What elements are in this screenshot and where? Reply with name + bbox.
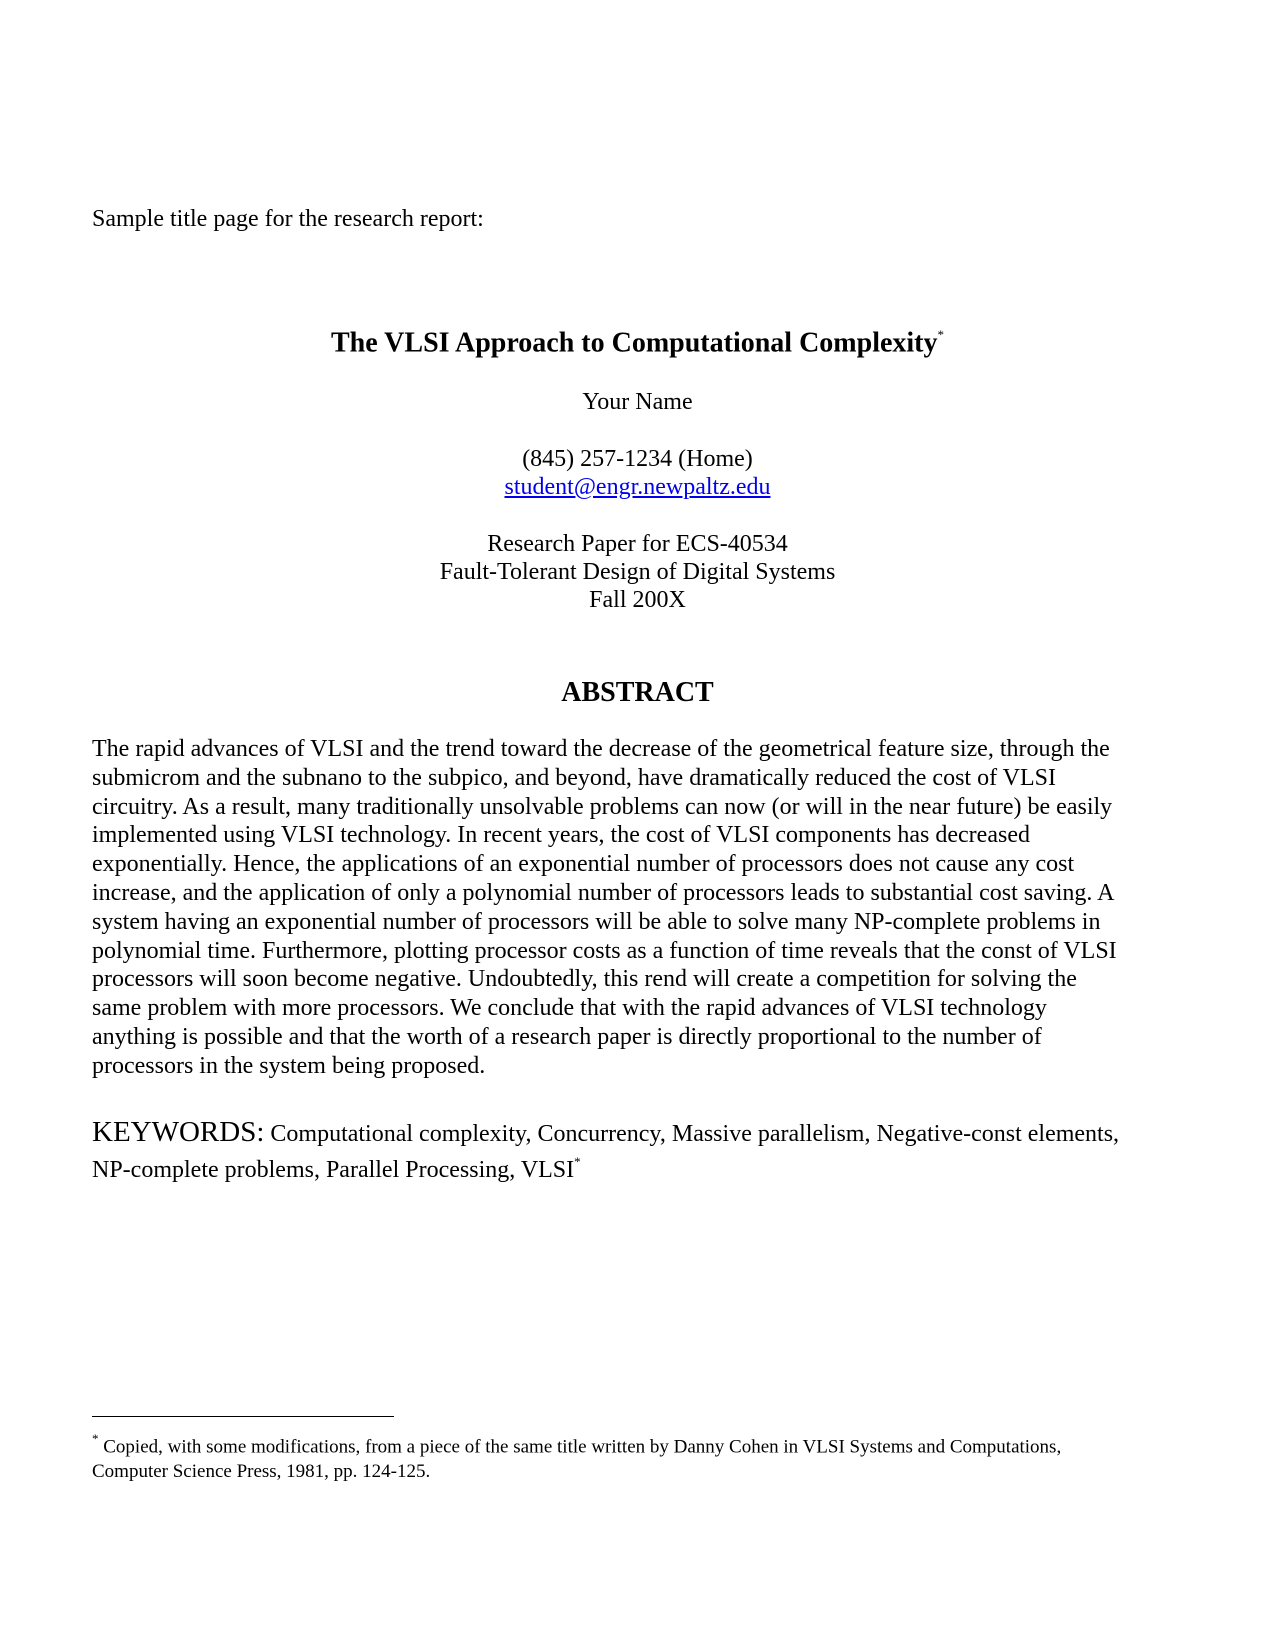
abstract-line: processors in the system being proposed. [92, 1052, 486, 1079]
abstract-line: implemented using VLSI technology. In recent years, the cost of VLSI components has decreased [92, 822, 1030, 849]
abstract-line: anything is possible and that the worth of a research paper is directly proportional to the number of [92, 1023, 1042, 1050]
paper-title-text: The VLSI Approach to Computational Complexity [331, 327, 938, 359]
keywords-text-1: Computational complexity, Concurrency, Massive parallelism, Negative-const elements, [270, 1121, 1120, 1147]
keywords-block [92, 1117, 1212, 1185]
abstract-line: circuitry. As a result, many traditionally unsolvable problems can now (or will in the near future) be easily [92, 793, 1113, 820]
abstract-line: same problem with more processors. We conclude that with the rapid advances of VLSI technology [92, 995, 1047, 1022]
footnote-line-2: Computer Science Press, 1981, pp. 124-125. [92, 1461, 431, 1483]
abstract-line: increase, and the application of only a polynomial number of processors leads to substantial cost saving. A [92, 879, 1115, 906]
keywords-label: KEYWORDS: [92, 1116, 265, 1148]
keywords-line-2 [92, 1149, 1212, 1185]
course-line-3: Fall 200X [589, 587, 686, 613]
abstract-line: polynomial time. Furthermore, plotting processor costs as a function of time reveals that the const of VLSI [92, 937, 1117, 964]
phone-number: (845) 257-1234 (Home) [522, 446, 753, 472]
abstract-line: processors will soon become negative. Undoubtedly, this rend will create a competition for solving the [92, 966, 1077, 993]
footnote-line-1 [92, 1428, 1222, 1459]
title-footnote-mark: * [937, 327, 944, 342]
keywords-line-1 [92, 1117, 1212, 1149]
author-name: Your Name [582, 389, 693, 415]
intro-text: Sample title page for the research report: [92, 206, 484, 232]
course-line-1: Research Paper for ECS-40534 [487, 531, 788, 557]
abstract-heading: ABSTRACT [561, 677, 714, 708]
abstract-line: The rapid advances of VLSI and the trend toward the decrease of the geometrical feature size, through the [92, 736, 1110, 762]
keywords-text-2: NP-complete problems, Parallel Processing, VLSI [92, 1157, 575, 1183]
email-link[interactable]: student@engr.newpaltz.edu [504, 474, 771, 500]
abstract-line: exponentially. Hence, the applications of an exponential number of processors does not cause any cost [92, 851, 1075, 878]
footnote-text-1: Copied, with some modifications, from a piece of the same title written by Danny Cohen in VLSI Systems and Computations, [103, 1436, 1062, 1458]
paper-title [0, 320, 1275, 360]
abstract-line: system having an exponential number of processors will be able to solve many NP-complete problems in [92, 908, 1101, 935]
footnote [92, 1428, 1222, 1484]
footnote-divider [92, 1416, 394, 1417]
course-line-2: Fault-Tolerant Design of Digital Systems [439, 559, 836, 585]
keywords-footnote-mark: * [574, 1154, 581, 1169]
abstract-line: submicrom and the subnano to the subpico, and beyond, have dramatically reduced the cost of VLSI [92, 764, 1056, 791]
footnote-mark: * [92, 1431, 99, 1446]
abstract-body [92, 735, 1182, 1081]
contact-block [0, 445, 1275, 501]
course-block [0, 530, 1275, 614]
